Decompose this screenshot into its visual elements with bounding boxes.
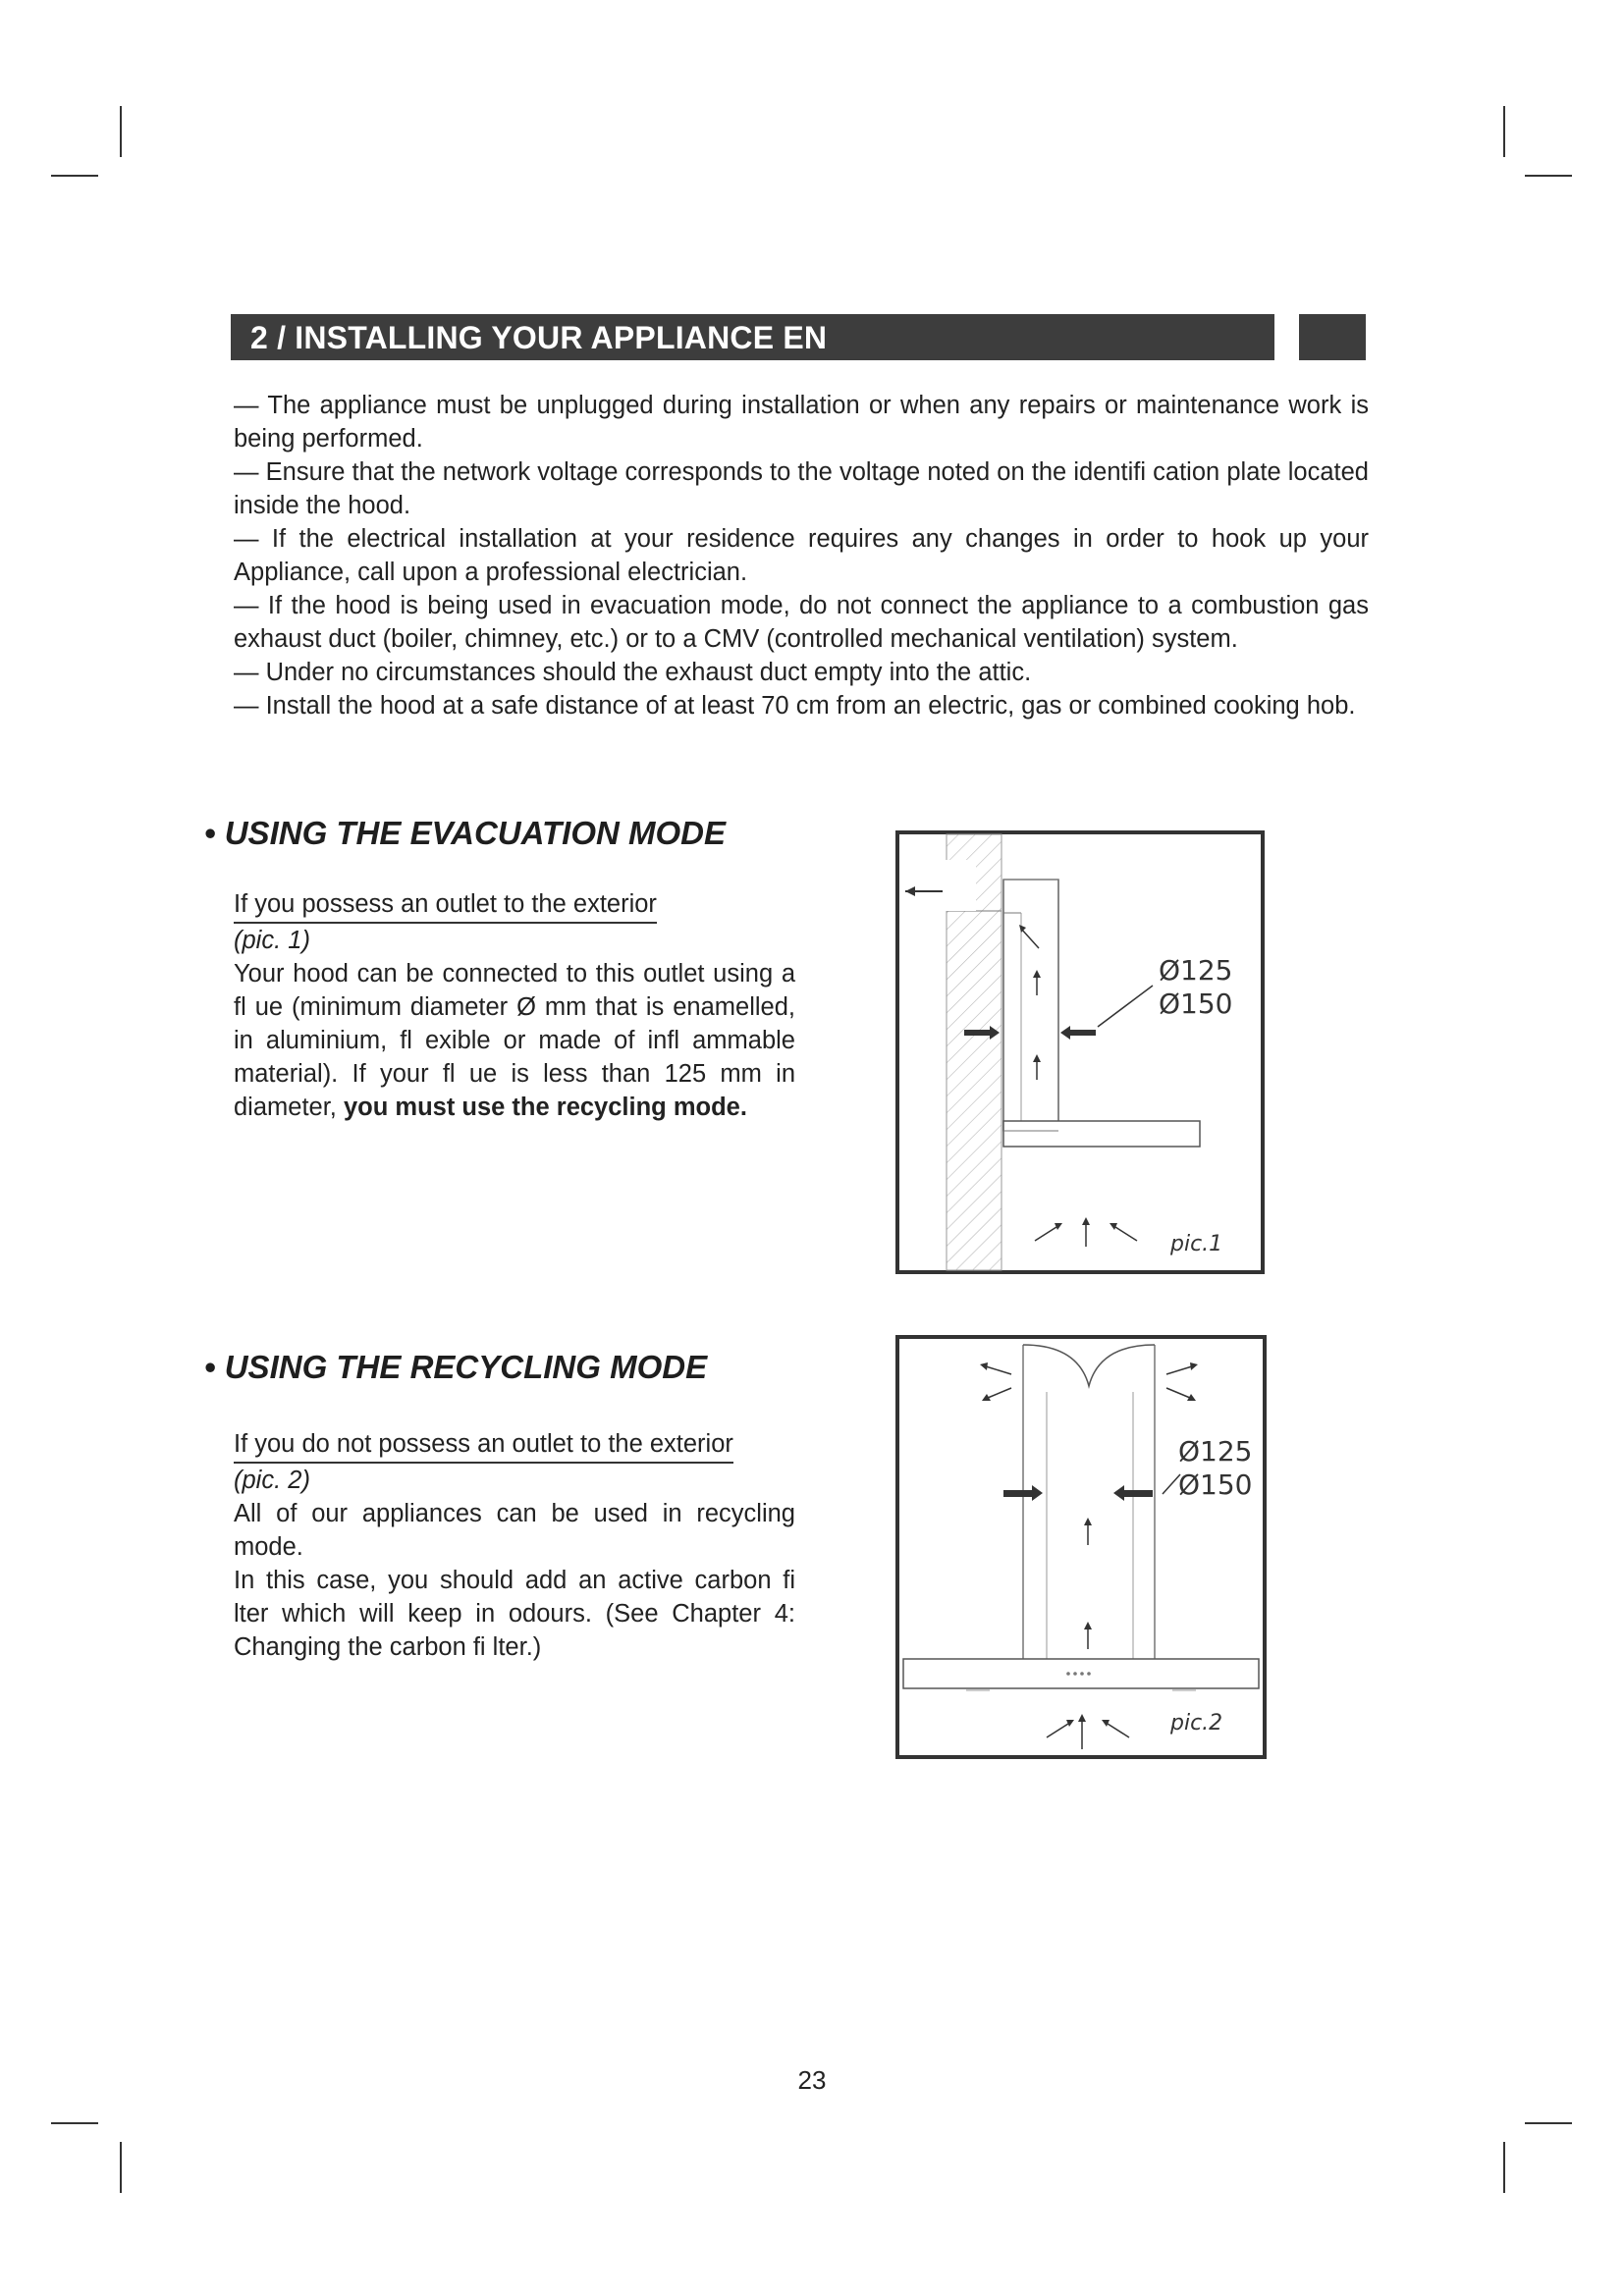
instruction-item: — The appliance must be unplugged during installation or when any repairs or maintenance work is being performed. — [234, 392, 1369, 453]
instruction-item: — Ensure that the network voltage corresponds to the voltage noted on the identifi cation plate located inside the hood. — [234, 458, 1369, 519]
recycling-body-1: All of our appliances can be used in recycling mode. — [234, 1500, 795, 1561]
instruction-item: — Install the hood at a safe distance of at least 70 cm from an electric, gas or combined cooking hob. — [234, 692, 1356, 720]
crop-mark-top-left-vertical — [120, 106, 122, 157]
recycling-pic-ref: (pic. 2) — [234, 1467, 310, 1494]
evacuation-mode-heading: • USING THE EVACUATION MODE — [204, 815, 727, 851]
instruction-item: — If the electrical installation at your residence requires any changes in order to hook up your Appliance, call upon a professional electrician. — [234, 525, 1369, 586]
page-number: 23 — [797, 2065, 827, 2095]
evacuation-body-bold: you must use the recycling mode. — [343, 1094, 747, 1121]
evacuation-mode-text — [234, 887, 795, 1124]
evacuation-diameter-125: Ø125 — [1159, 954, 1233, 987]
evacuation-mode-figure — [895, 830, 1267, 1276]
crop-mark-bottom-right-vertical — [1503, 2142, 1505, 2193]
crop-mark-bottom-right-horizontal — [1525, 2122, 1572, 2124]
crop-mark-top-right-horizontal — [1525, 175, 1572, 177]
recycling-subtitle: If you do not possess an outlet to the exterior — [234, 1427, 733, 1464]
section-header-title: 2 / INSTALLING YOUR APPLIANCE EN — [250, 320, 828, 355]
recycling-mode-heading: • USING THE RECYCLING MODE — [204, 1349, 708, 1385]
crop-mark-top-right-vertical — [1503, 106, 1505, 157]
evacuation-pic-caption: pic.1 — [1170, 1232, 1223, 1256]
evacuation-diameter-150: Ø150 — [1159, 988, 1233, 1020]
evacuation-pic-ref: (pic. 1) — [234, 927, 310, 954]
recycling-mode-figure — [895, 1335, 1269, 1761]
section-header-bar — [231, 314, 1274, 360]
instruction-item: — Under no circumstances should the exhaust duct empty into the attic. — [234, 659, 1032, 686]
installation-instructions — [234, 389, 1369, 722]
recycling-body-2: In this case, you should add an active carbon fi lter which will keep in odours. (See Chapter 4: Changing the carbon fi lter.) — [234, 1567, 795, 1661]
evacuation-subtitle: If you possess an outlet to the exterior — [234, 887, 657, 924]
crop-mark-bottom-left-vertical — [120, 2142, 122, 2193]
recycling-mode-text — [234, 1427, 795, 1664]
recycling-diameter-150: Ø150 — [1178, 1468, 1253, 1501]
evacuation-body: Your hood can be connected to this outlet using a fl ue (minimum diameter Ø mm that is enamelled, in aluminium, fl exible or made of infl ammable material). If your fl ue is less than 125 mm in diameter, — [234, 960, 795, 1121]
crop-mark-top-left-horizontal — [51, 175, 98, 177]
crop-mark-bottom-left-horizontal — [51, 2122, 98, 2124]
section-header-tab — [1299, 314, 1366, 360]
instruction-item: — If the hood is being used in evacuation mode, do not connect the appliance to a combustion gas exhaust duct (boiler, chimney, etc.) or to a CMV (controlled mechanical ventilation) system. — [234, 592, 1369, 653]
recycling-pic-caption: pic.2 — [1170, 1711, 1223, 1735]
recycling-diameter-125: Ø125 — [1178, 1435, 1253, 1468]
